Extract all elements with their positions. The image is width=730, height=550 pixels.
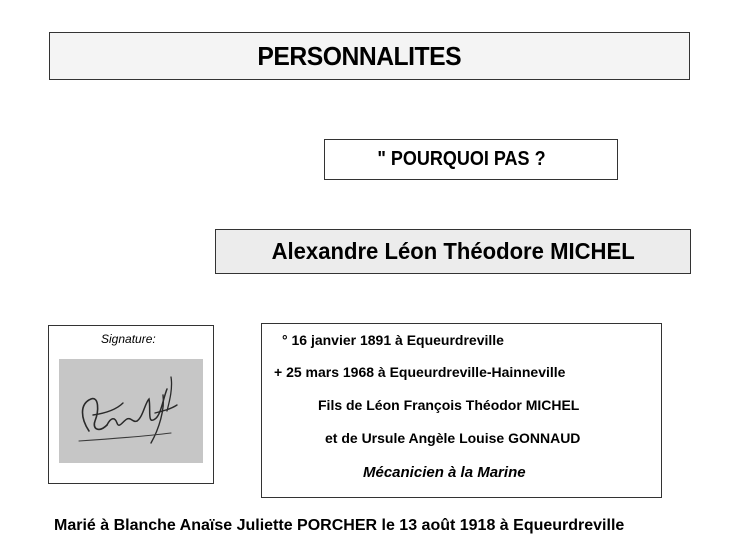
- marriage-line: Marié à Blanche Anaïse Juliette PORCHER le 13 août 1918 à Equeurdreville: [54, 517, 625, 534]
- death-line: + 25 mars 1968 à Equeurdreville-Hainneville: [274, 364, 566, 380]
- signature-image: [59, 359, 203, 463]
- page-title: PERSONNALITES: [257, 40, 462, 71]
- birth-line: ° 16 janvier 1891 à Equeurdreville: [282, 332, 504, 348]
- person-name-box: [215, 229, 691, 274]
- signature-icon: [59, 359, 203, 463]
- mother-line: et de Ursule Angèle Louise GONNAUD: [325, 430, 581, 446]
- signature-label: Signature:: [101, 332, 156, 346]
- father-line: Fils de Léon François Théodor MICHEL: [318, 397, 580, 413]
- person-name: Alexandre Léon Théodore MICHEL: [271, 238, 635, 264]
- section-title-box: [324, 139, 618, 180]
- signature-panel: [48, 325, 214, 484]
- biography-panel: [261, 323, 662, 498]
- occupation-line: Mécanicien à la Marine: [363, 464, 526, 481]
- page-title-box: [49, 32, 690, 80]
- section-title: " POURQUOI PAS ?: [376, 148, 546, 170]
